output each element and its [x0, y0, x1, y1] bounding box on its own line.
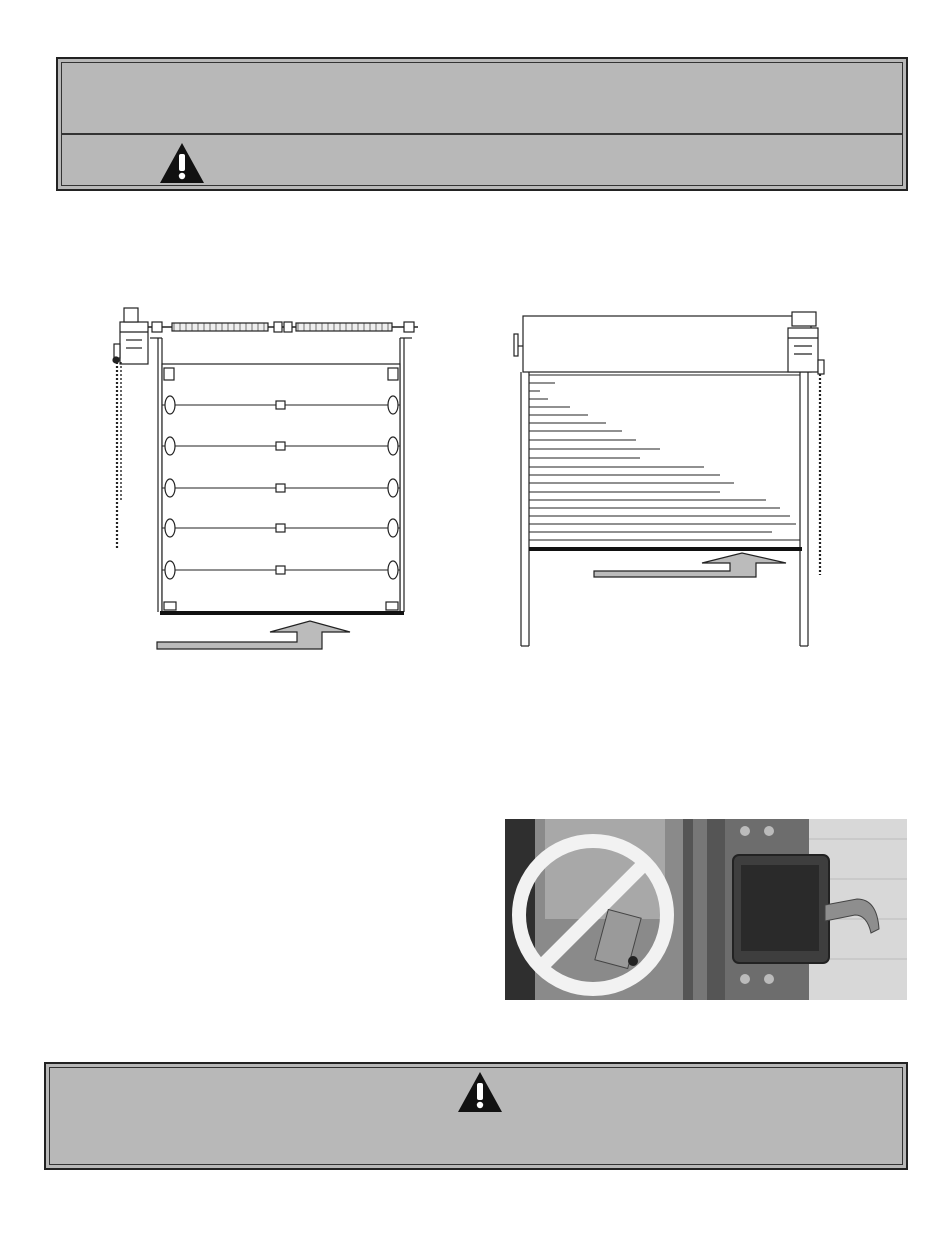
up-arrow-left [157, 621, 350, 649]
warning-box-bottom [44, 1062, 908, 1170]
sectional-door-with-operator-diagram [113, 308, 418, 649]
door-lock-prohibited-photo [505, 819, 907, 1000]
operator-unit-right [788, 312, 824, 374]
torsion-spring-left [172, 323, 268, 331]
operator-unit-left [113, 308, 148, 364]
door-lock-photo-illustration [505, 819, 907, 1000]
up-arrow-right [594, 553, 786, 577]
rolling-curtain-slats [529, 375, 800, 540]
torsion-spring-right [296, 323, 392, 331]
warning-triangle-icon [456, 1070, 504, 1114]
warning-box-bottom-inner [49, 1067, 903, 1165]
rolling-door-with-operator-diagram [514, 312, 824, 646]
